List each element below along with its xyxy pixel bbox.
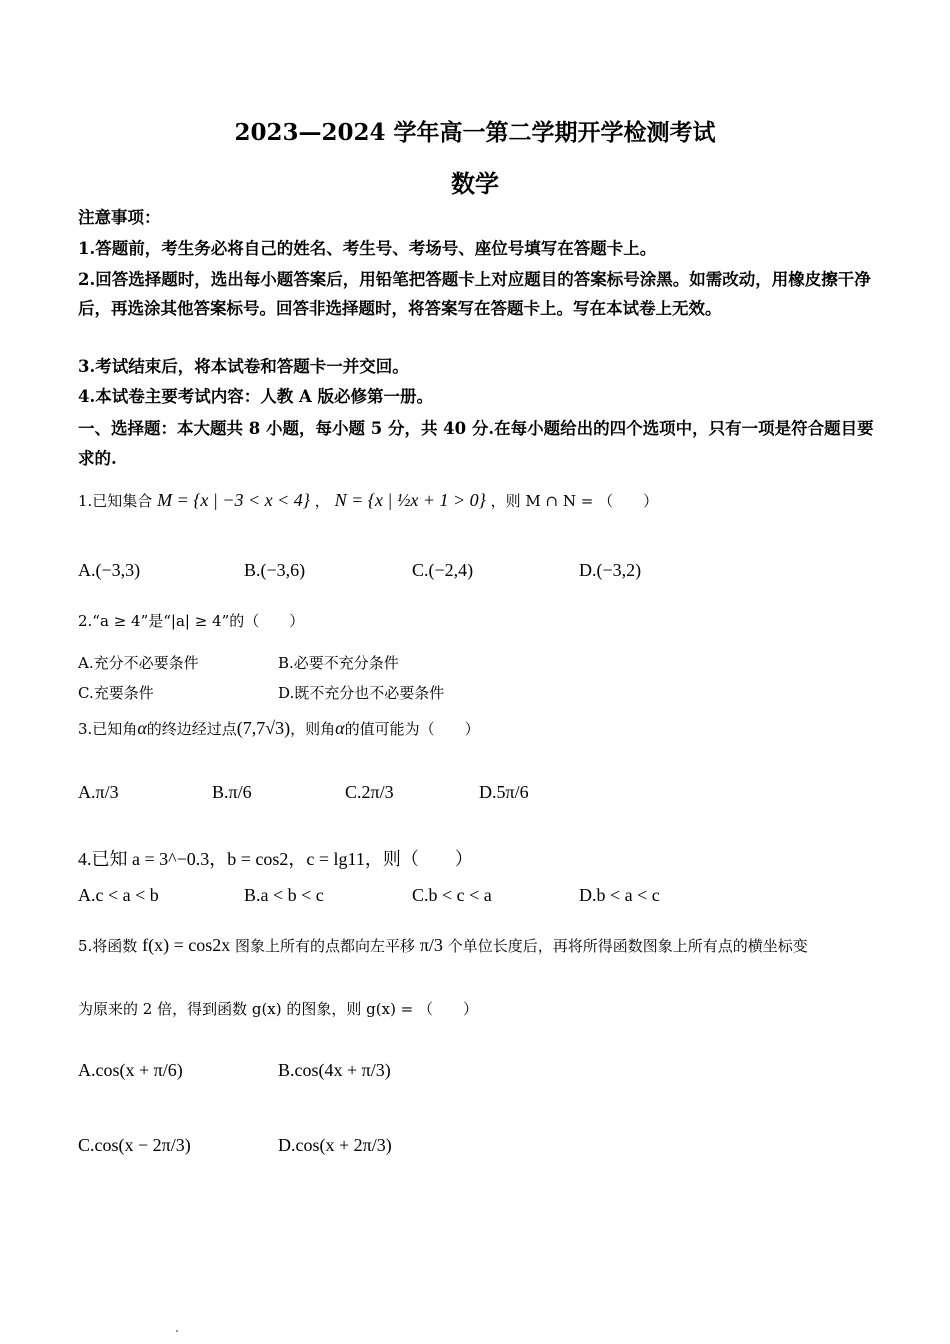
q1-option-c: C.(−2,4) (412, 560, 474, 580)
notice-heading: 注意事项： (78, 208, 161, 227)
shift-amount: π/3 (419, 935, 443, 955)
notice-item-4: 4.本试卷主要考试内容：人教 A 版必修第一册。 (78, 387, 434, 406)
question-5-text-c: 个单位长度后，再将所得函数图象上所有点的横坐标变 (447, 937, 808, 955)
set-n-formula: N = {x | ½x + 1 > 0} (334, 490, 486, 510)
q1-option-d: D.(−3,2) (579, 560, 642, 580)
alpha-symbol: α (335, 718, 345, 738)
notice-item-3: 3.考试结束后，将本试卷和答题卡一并交回。 (78, 357, 409, 376)
set-m-formula: M = {x | −3 < x < 4} (157, 490, 310, 510)
q2-option-c: C.充要条件 (78, 684, 154, 702)
question-3 (78, 718, 480, 739)
notice-item-1: 1.答题前，考生务必将自己的姓名、考生号、考场号、座位号填写在答题卡上。 (78, 239, 657, 258)
point-coordinates: (7,7√3) (236, 718, 291, 738)
question-2: 2.“a ≥ 4”是“|a| ≥ 4”的（ ） (78, 612, 305, 630)
q5-option-a: A.cos(x + π/6) (78, 1060, 183, 1080)
q2-option-b: B.必要不充分条件 (278, 654, 399, 672)
question-5-line-1 (78, 935, 808, 956)
page-mark (176, 1330, 178, 1332)
q5-option-c: C.cos(x − 2π/3) (78, 1135, 191, 1155)
question-4: 4.已知 a = 3^−0.3，b = cos2，c = lg11，则（ ） (78, 849, 473, 869)
q1-option-b: B.(−3,6) (244, 560, 306, 580)
question-1 (78, 490, 658, 511)
q2-option-d: D.既不充分也不必要条件 (278, 684, 445, 702)
exam-title: 2023—2024 学年高一第二学期开学检测考试 (234, 119, 716, 146)
notice-item-2: 2.回答选择题时，选出每小题答案后，用铅笔把答题卡上对应题目的答案标号涂黑。如需改动，用橡皮擦干净后，再选涂其他答案标号。回答非选择题时，将答案写在答题卡上。写在本试卷上无效。 (78, 270, 871, 318)
subject-title: 数学 (451, 169, 499, 198)
q4-option-d: D.b < a < c (579, 885, 660, 905)
question-3-text-a: 3.已知角 (78, 720, 138, 738)
q4-option-a: A.c < a < b (78, 885, 159, 905)
section-1-heading: 一、选择题：本大题共 8 小题，每小题 5 分，共 40 分.在每小题给出的四个选项中，只有一项是符合题目要求的. (78, 419, 874, 468)
q5-option-d: D.cos(x + 2π/3) (278, 1135, 392, 1155)
q3-option-a: A.π/3 (78, 782, 119, 802)
q4-option-b: B.a < b < c (244, 885, 324, 905)
question-5-line-2: 为原来的 2 倍，得到函数 g(x) 的图象，则 g(x) = （ ） (78, 1000, 479, 1018)
question-1-ask: ，则 M ∩ N = （ ） (490, 492, 659, 510)
question-5-text-a: 5.将函数 (78, 937, 138, 955)
question-1-sep: ， (314, 492, 330, 510)
q3-option-b: B.π/6 (212, 782, 252, 802)
q3-option-c: C.2π/3 (345, 782, 394, 802)
q4-option-c: C.b < c < a (412, 885, 492, 905)
q1-option-a: A.(−3,3) (78, 560, 141, 580)
question-1-prefix: 1.已知集合 (78, 492, 153, 510)
q2-option-a: A.充分不必要条件 (78, 654, 199, 672)
q5-option-b: B.cos(4x + π/3) (278, 1060, 391, 1080)
function-f-formula: f(x) = cos2x (142, 935, 231, 955)
question-3-text-c: ，则角 (290, 720, 336, 738)
question-5-text-b: 图象上所有的点都向左平移 (235, 937, 416, 955)
question-3-text-b: 的终边经过点 (146, 720, 237, 738)
q3-option-d: D.5π/6 (479, 782, 529, 802)
question-3-text-d: 的值可能为（ ） (344, 720, 480, 738)
alpha-symbol: α (137, 718, 147, 738)
